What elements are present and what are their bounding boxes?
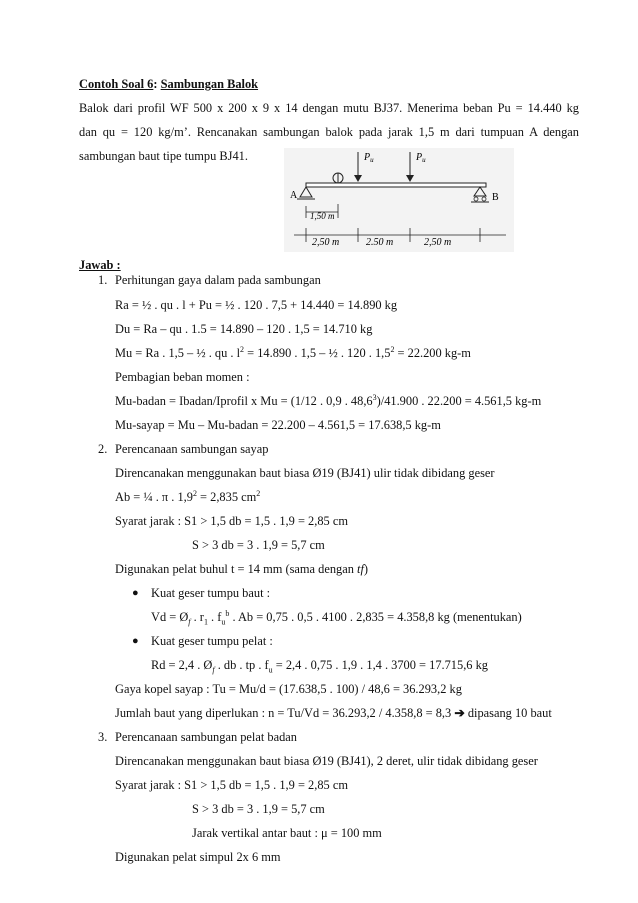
flange-spacing-s: S > 3 db = 3 . 1,9 = 5,7 cm [192,538,325,552]
load-label-2: $P_u$ [416,152,426,164]
flange-spacing-s1: Syarat jarak : S1 > 1,5 db = 1,5 . 1,9 = 2,85 cm [115,514,348,528]
support-b-label: B [492,192,499,203]
flange-plate-spec: Digunakan pelat buhul t = 14 mm (sama dengan tf) [115,562,369,576]
web-spacing-s1: Syarat jarak : S1 > 1,5 db = 1,5 . 1,9 = 2,85 cm [115,778,348,792]
ab-formula: Ab = ¼ . π . $1,9^2 = 2,835$ $cm^2$ [115,488,261,504]
section-2-number: 2. [98,442,108,456]
problem-line-3: sambungan baut tipe tumpu BJ41. [79,149,248,163]
mu-sayap-formula: Mu-sayap = Mu – Mu-badan = 22.200 – 4.561,5 = 17.638,5 kg-m [115,418,441,432]
rd-formula: Rd = 2,4 . $Ø_f$ . db . tp . $f_u = 2,4$ . 0,75 . 1,9 . 1,4 . 3700 = 17.715,6 kg [151,658,488,675]
web-vertical-spacing: Jarak vertikal antar baut : μ = 100 mm [192,826,382,840]
web-bolt-spec: Direncanakan menggunakan baut biasa Ø19 (BJ41), 2 deret, ulir tidak dibidang geser [115,754,538,768]
arrow-right-icon: ➔ [454,706,465,720]
web-plate-spec: Digunakan pelat simpul 2x 6 mm [115,850,281,864]
bolt-count: Jumlah baut yang diperlukan : n = Tu/Vd = 36.293,2 / 4.358,8 = 8,3 ➔ dipasang 10 baut [115,706,552,720]
ra-formula: Ra = ½ . qu . l + Pu = ½ . 120 . 7,5 + 14.440 = 14.890 kg [115,298,398,312]
answer-heading: Jawab : [79,258,121,272]
flange-couple-force: Gaya kopel sayap : Tu = Mu/d = (17.638,5 . 100) / 48,6 = 36.293,2 kg [115,682,462,696]
web-spacing-s: S > 3 db = 3 . 1,9 = 5,7 cm [192,802,325,816]
bolt-shear-title: Kuat geser tumpu baut : [151,586,271,600]
beam-diagram [284,148,514,252]
plate-bearing-title: Kuat geser tumpu pelat : [151,634,273,648]
support-a-label: A [290,190,298,201]
problem-title: Contoh Soal 6: Sambungan Balok [79,77,259,91]
section-3-title: Perencanaan sambungan pelat badan [115,730,297,744]
dim-label-250-2: 2.50 m [366,237,394,248]
section-2-title: Perencanaan sambungan sayap [115,442,269,456]
problem-line-2: dan qu = 120 kg/m’. Rencanakan sambungan balok pada jarak 1,5 m dari tumpuan A dengan [79,125,579,139]
vd-formula: $Vd = Ø_f$ . $r_1$ . $f_u^b$ . Ab = 0,75 . 0,5 . 4100 . 2,835 = 4.358,8 kg (menentukan) [151,608,522,627]
mu-formula: Mu = Ra . 1,5 – ½ . qu . $l^2 = 14.890$ . 1,5 – ½ . 120 . $1,5^2 = 22.200$ kg-m [115,344,471,360]
section-1-title: Perhitungan gaya dalam pada sambungan [115,273,321,287]
bullet-1: ● [132,587,139,599]
beam [306,183,486,187]
load-label-1: $P_u$ [364,152,374,164]
section-3-number: 3. [98,730,108,744]
flange-bolt-spec: Direncanakan menggunakan baut biasa Ø19 (BJ41) ulir tidak dibidang geser [115,466,495,480]
dim-label-250-1: 2,50 m [312,237,340,248]
bullet-2: ● [132,635,139,647]
problem-line-1: Balok dari profil WF 500 x 200 x 9 x 14 dengan mutu BJ37. Menerima beban Pu = 14.440 kg [79,101,579,115]
moment-distribution-label: Pembagian beban momen : [115,370,250,384]
dim-label-150: 1,50 m [310,211,335,221]
du-formula: Du = Ra – qu . 1.5 = 14.890 – 120 . 1,5 = 14.710 kg [115,322,373,336]
mu-badan-formula: Mu-badan = Ibadan/Iprofil x Mu = (1/12 . 0,9 . 48,6$^3$)/41.900 . 22.200 = 4.561,5 kg-m [115,392,542,408]
dim-label-250-3: 2,50 m [424,237,452,248]
section-1-number: 1. [98,273,108,287]
